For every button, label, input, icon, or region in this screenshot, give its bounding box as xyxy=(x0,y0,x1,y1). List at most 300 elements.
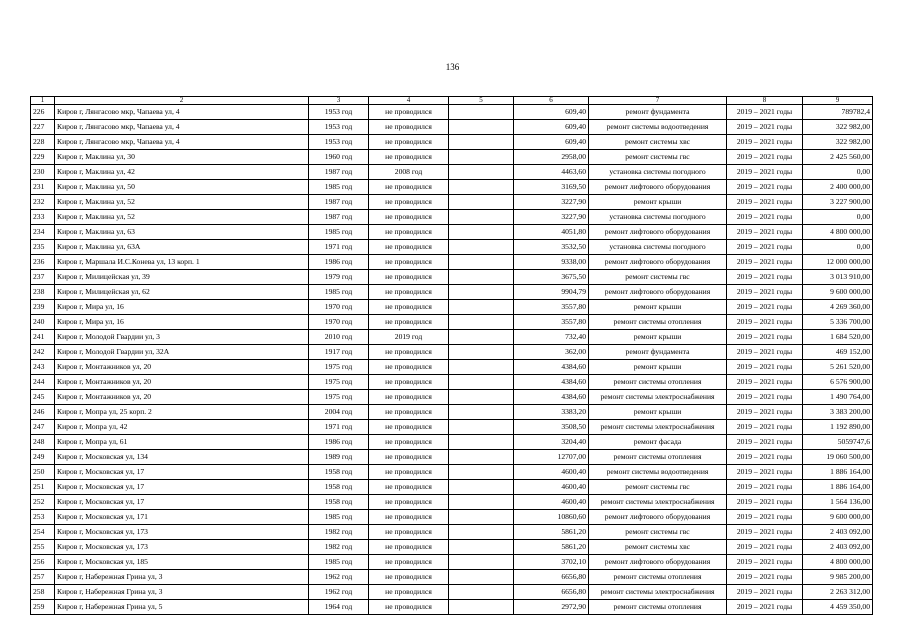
column-number-6: 6 xyxy=(514,97,589,105)
cell-cost: 2 400 000,00 xyxy=(803,180,873,195)
cell-period: 2019 – 2021 годы xyxy=(727,540,803,555)
cell-address: Киров г, Маклина ул, 30 xyxy=(55,150,309,165)
cell-period: 2019 – 2021 годы xyxy=(727,585,803,600)
cell-period: 2019 – 2021 годы xyxy=(727,570,803,585)
cell-row-number: 236 xyxy=(31,255,55,270)
cell-build-year: 1970 год xyxy=(309,300,369,315)
cell-last-repair-year: не проводился xyxy=(369,405,449,420)
cell-row-number: 228 xyxy=(31,135,55,150)
cell-address: Киров г, Маклина ул, 63 xyxy=(55,225,309,240)
cell-build-year: 1964 год xyxy=(309,600,369,615)
cell-area: 4384,60 xyxy=(514,375,589,390)
cell-build-year: 1958 год xyxy=(309,480,369,495)
column-number-7: 7 xyxy=(589,97,727,105)
cell-area: 4600,40 xyxy=(514,495,589,510)
cell-cost: 469 152,00 xyxy=(803,345,873,360)
table-row xyxy=(31,315,873,330)
cell-col-5 xyxy=(449,345,514,360)
cell-row-number: 227 xyxy=(31,120,55,135)
cell-col-5 xyxy=(449,240,514,255)
cell-work-type: ремонт системы электроснабжения xyxy=(589,420,727,435)
cell-last-repair-year: не проводился xyxy=(369,465,449,480)
table-row xyxy=(31,555,873,570)
cell-last-repair-year: не проводился xyxy=(369,585,449,600)
cell-build-year: 1975 год xyxy=(309,375,369,390)
column-number-1: 1 xyxy=(31,97,55,105)
cell-row-number: 229 xyxy=(31,150,55,165)
cell-col-5 xyxy=(449,285,514,300)
cell-cost: 4 800 000,00 xyxy=(803,555,873,570)
cell-row-number: 232 xyxy=(31,195,55,210)
cell-build-year: 1985 год xyxy=(309,180,369,195)
cell-build-year: 1958 год xyxy=(309,465,369,480)
cell-address: Киров г, Московская ул, 17 xyxy=(55,480,309,495)
cell-cost: 9 985 200,00 xyxy=(803,570,873,585)
cell-cost: 2 425 560,00 xyxy=(803,150,873,165)
cell-cost: 0,00 xyxy=(803,165,873,180)
cell-period: 2019 – 2021 годы xyxy=(727,465,803,480)
table-row xyxy=(31,585,873,600)
cell-period: 2019 – 2021 годы xyxy=(727,180,803,195)
cell-work-type: ремонт крыши xyxy=(589,330,727,345)
cell-address: Киров г, Набережная Грина ул, 3 xyxy=(55,585,309,600)
cell-address: Киров г, Мопра ул, 25 корп. 2 xyxy=(55,405,309,420)
cell-address: Киров г, Московская ул, 173 xyxy=(55,540,309,555)
cell-last-repair-year: не проводился xyxy=(369,135,449,150)
cell-build-year: 1979 год xyxy=(309,270,369,285)
cell-last-repair-year: не проводился xyxy=(369,315,449,330)
cell-row-number: 258 xyxy=(31,585,55,600)
cell-build-year: 1985 год xyxy=(309,285,369,300)
cell-area: 12707,00 xyxy=(514,450,589,465)
cell-cost: 6 576 900,00 xyxy=(803,375,873,390)
table-row xyxy=(31,105,873,120)
cell-row-number: 241 xyxy=(31,330,55,345)
table-row xyxy=(31,225,873,240)
cell-build-year: 1986 год xyxy=(309,255,369,270)
cell-last-repair-year: не проводился xyxy=(369,420,449,435)
cell-area: 5861,20 xyxy=(514,525,589,540)
cell-address: Киров г, Московская ул, 185 xyxy=(55,555,309,570)
cell-period: 2019 – 2021 годы xyxy=(727,150,803,165)
cell-work-type: установка системы погодного xyxy=(589,240,727,255)
cell-col-5 xyxy=(449,225,514,240)
cell-col-5 xyxy=(449,195,514,210)
cell-area: 732,40 xyxy=(514,330,589,345)
cell-col-5 xyxy=(449,270,514,285)
cell-build-year: 1975 год xyxy=(309,360,369,375)
cell-work-type: ремонт системы электроснабжения xyxy=(589,585,727,600)
cell-period: 2019 – 2021 годы xyxy=(727,345,803,360)
table-row xyxy=(31,480,873,495)
cell-col-5 xyxy=(449,150,514,165)
table-row xyxy=(31,435,873,450)
cell-address: Киров г, Маршала И.С.Конева ул, 13 корп. 1 xyxy=(55,255,309,270)
cell-work-type: ремонт системы гвс xyxy=(589,270,727,285)
cell-build-year: 1953 год xyxy=(309,120,369,135)
cell-cost: 3 383 200,00 xyxy=(803,405,873,420)
cell-row-number: 234 xyxy=(31,225,55,240)
cell-row-number: 230 xyxy=(31,165,55,180)
cell-work-type: ремонт системы отопления xyxy=(589,450,727,465)
cell-last-repair-year: не проводился xyxy=(369,255,449,270)
table-row xyxy=(31,525,873,540)
cell-row-number: 233 xyxy=(31,210,55,225)
cell-row-number: 250 xyxy=(31,465,55,480)
cell-row-number: 238 xyxy=(31,285,55,300)
table-row xyxy=(31,345,873,360)
cell-build-year: 2004 год xyxy=(309,405,369,420)
cell-build-year: 1987 год xyxy=(309,195,369,210)
cell-work-type: ремонт системы водоотведения xyxy=(589,465,727,480)
cell-period: 2019 – 2021 годы xyxy=(727,105,803,120)
cell-address: Киров г, Маклина ул, 50 xyxy=(55,180,309,195)
cell-cost: 2 403 092,00 xyxy=(803,525,873,540)
cell-cost: 0,00 xyxy=(803,240,873,255)
cell-area: 4600,40 xyxy=(514,465,589,480)
cell-build-year: 1985 год xyxy=(309,555,369,570)
cell-build-year: 1917 год xyxy=(309,345,369,360)
cell-last-repair-year: не проводился xyxy=(369,210,449,225)
table-row xyxy=(31,180,873,195)
cell-work-type: ремонт системы электроснабжения xyxy=(589,390,727,405)
cell-build-year: 1987 год xyxy=(309,165,369,180)
table-row xyxy=(31,570,873,585)
cell-row-number: 235 xyxy=(31,240,55,255)
cell-work-type: установка системы погодного xyxy=(589,210,727,225)
cell-address: Киров г, Московская ул, 134 xyxy=(55,450,309,465)
cell-last-repair-year: не проводился xyxy=(369,525,449,540)
cell-area: 3508,50 xyxy=(514,420,589,435)
cell-work-type: ремонт лифтового оборудования xyxy=(589,555,727,570)
cell-cost: 5 261 520,00 xyxy=(803,360,873,375)
cell-last-repair-year: не проводился xyxy=(369,375,449,390)
cell-address: Киров г, Московская ул, 17 xyxy=(55,495,309,510)
cell-cost: 5 336 700,00 xyxy=(803,315,873,330)
cell-cost: 1 192 890,00 xyxy=(803,420,873,435)
cell-area: 5861,20 xyxy=(514,540,589,555)
cell-last-repair-year: не проводился xyxy=(369,285,449,300)
cell-col-5 xyxy=(449,405,514,420)
cell-build-year: 1975 год xyxy=(309,390,369,405)
cell-row-number: 257 xyxy=(31,570,55,585)
cell-period: 2019 – 2021 годы xyxy=(727,405,803,420)
cell-work-type: ремонт системы гвс xyxy=(589,480,727,495)
cell-cost: 322 982,00 xyxy=(803,135,873,150)
cell-build-year: 2010 год xyxy=(309,330,369,345)
cell-col-5 xyxy=(449,435,514,450)
cell-cost: 1 886 164,00 xyxy=(803,480,873,495)
cell-work-type: ремонт системы хвс xyxy=(589,540,727,555)
cell-last-repair-year: не проводился xyxy=(369,555,449,570)
cell-cost: 789782,4 xyxy=(803,105,873,120)
cell-row-number: 255 xyxy=(31,540,55,555)
cell-col-5 xyxy=(449,495,514,510)
cell-last-repair-year: не проводился xyxy=(369,345,449,360)
cell-work-type: ремонт лифтового оборудования xyxy=(589,255,727,270)
table-row xyxy=(31,465,873,480)
cell-area: 609,40 xyxy=(514,120,589,135)
cell-row-number: 226 xyxy=(31,105,55,120)
cell-cost: 1 886 164,00 xyxy=(803,465,873,480)
cell-period: 2019 – 2021 годы xyxy=(727,120,803,135)
cell-area: 609,40 xyxy=(514,105,589,120)
cell-last-repair-year: не проводился xyxy=(369,240,449,255)
cell-cost: 1 564 136,00 xyxy=(803,495,873,510)
cell-col-5 xyxy=(449,480,514,495)
cell-row-number: 245 xyxy=(31,390,55,405)
table-row xyxy=(31,165,873,180)
cell-col-5 xyxy=(449,420,514,435)
cell-area: 6656,80 xyxy=(514,570,589,585)
cell-area: 3383,20 xyxy=(514,405,589,420)
cell-last-repair-year: не проводился xyxy=(369,270,449,285)
table-row xyxy=(31,405,873,420)
cell-work-type: ремонт крыши xyxy=(589,360,727,375)
cell-area: 9338,00 xyxy=(514,255,589,270)
cell-last-repair-year: 2019 год xyxy=(369,330,449,345)
cell-cost: 9 600 000,00 xyxy=(803,510,873,525)
cell-period: 2019 – 2021 годы xyxy=(727,525,803,540)
cell-period: 2019 – 2021 годы xyxy=(727,330,803,345)
column-number-4: 4 xyxy=(369,97,449,105)
cell-area: 3532,50 xyxy=(514,240,589,255)
cell-address: Киров г, Мира ул, 16 xyxy=(55,300,309,315)
cell-address: Киров г, Молодой Гвардии ул, 32А xyxy=(55,345,309,360)
table-row xyxy=(31,270,873,285)
table-row xyxy=(31,135,873,150)
cell-row-number: 256 xyxy=(31,555,55,570)
cell-col-5 xyxy=(449,555,514,570)
cell-col-5 xyxy=(449,465,514,480)
cell-period: 2019 – 2021 годы xyxy=(727,255,803,270)
table-row xyxy=(31,300,873,315)
cell-col-5 xyxy=(449,585,514,600)
cell-address: Киров г, Лянгасово мкр, Чапаева ул, 4 xyxy=(55,135,309,150)
cell-row-number: 231 xyxy=(31,180,55,195)
cell-last-repair-year: не проводился xyxy=(369,510,449,525)
cell-row-number: 252 xyxy=(31,495,55,510)
cell-work-type: ремонт системы отопления xyxy=(589,315,727,330)
cell-address: Киров г, Монтажников ул, 20 xyxy=(55,360,309,375)
column-numbers-row xyxy=(31,97,873,105)
cell-build-year: 1960 год xyxy=(309,150,369,165)
cell-area: 3557,80 xyxy=(514,300,589,315)
cell-build-year: 1953 год xyxy=(309,135,369,150)
cell-period: 2019 – 2021 годы xyxy=(727,300,803,315)
cell-period: 2019 – 2021 годы xyxy=(727,420,803,435)
cell-address: Киров г, Монтажников ул, 20 xyxy=(55,375,309,390)
cell-last-repair-year: не проводился xyxy=(369,150,449,165)
cell-address: Киров г, Милицейская ул, 39 xyxy=(55,270,309,285)
column-number-3: 3 xyxy=(309,97,369,105)
cell-col-5 xyxy=(449,300,514,315)
cell-col-5 xyxy=(449,450,514,465)
cell-work-type: ремонт системы водоотведения xyxy=(589,120,727,135)
table-row xyxy=(31,360,873,375)
cell-work-type: ремонт лифтового оборудования xyxy=(589,285,727,300)
cell-row-number: 240 xyxy=(31,315,55,330)
cell-work-type: ремонт системы гвс xyxy=(589,525,727,540)
cell-row-number: 246 xyxy=(31,405,55,420)
table-row xyxy=(31,600,873,615)
cell-col-5 xyxy=(449,120,514,135)
column-number-9: 9 xyxy=(803,97,873,105)
cell-address: Киров г, Московская ул, 17 xyxy=(55,465,309,480)
cell-build-year: 1985 год xyxy=(309,510,369,525)
cell-build-year: 1962 год xyxy=(309,585,369,600)
cell-cost: 9 600 000,00 xyxy=(803,285,873,300)
cell-cost: 0,00 xyxy=(803,210,873,225)
cell-address: Киров г, Молодой Гвардии ул, 3 xyxy=(55,330,309,345)
cell-work-type: ремонт крыши xyxy=(589,405,727,420)
cell-period: 2019 – 2021 годы xyxy=(727,600,803,615)
cell-col-5 xyxy=(449,255,514,270)
cell-build-year: 1970 год xyxy=(309,315,369,330)
cell-col-5 xyxy=(449,375,514,390)
cell-build-year: 1971 год xyxy=(309,240,369,255)
cell-area: 2972,90 xyxy=(514,600,589,615)
cell-work-type: ремонт лифтового оборудования xyxy=(589,180,727,195)
cell-address: Киров г, Московская ул, 173 xyxy=(55,525,309,540)
cell-address: Киров г, Мопра ул, 42 xyxy=(55,420,309,435)
cell-build-year: 1982 год xyxy=(309,525,369,540)
cell-work-type: ремонт крыши xyxy=(589,195,727,210)
cell-last-repair-year: 2008 год xyxy=(369,165,449,180)
cell-col-5 xyxy=(449,315,514,330)
cell-work-type: ремонт лифтового оборудования xyxy=(589,510,727,525)
cell-period: 2019 – 2021 годы xyxy=(727,225,803,240)
cell-area: 3169,50 xyxy=(514,180,589,195)
cell-row-number: 248 xyxy=(31,435,55,450)
cell-address: Киров г, Маклина ул, 52 xyxy=(55,195,309,210)
table-row xyxy=(31,510,873,525)
cell-area: 362,00 xyxy=(514,345,589,360)
cell-last-repair-year: не проводился xyxy=(369,390,449,405)
cell-area: 3204,40 xyxy=(514,435,589,450)
cell-period: 2019 – 2021 годы xyxy=(727,240,803,255)
cell-work-type: ремонт системы электроснабжения xyxy=(589,495,727,510)
cell-work-type: ремонт системы отопления xyxy=(589,570,727,585)
cell-col-5 xyxy=(449,135,514,150)
cell-address: Киров г, Лянгасово мкр, Чапаева ул, 4 xyxy=(55,105,309,120)
cell-last-repair-year: не проводился xyxy=(369,600,449,615)
cell-period: 2019 – 2021 годы xyxy=(727,285,803,300)
cell-cost: 1 490 764,00 xyxy=(803,390,873,405)
cell-address: Киров г, Набережная Грина ул, 3 xyxy=(55,570,309,585)
cell-area: 9904,79 xyxy=(514,285,589,300)
cell-col-5 xyxy=(449,330,514,345)
cell-last-repair-year: не проводился xyxy=(369,225,449,240)
cell-area: 4384,60 xyxy=(514,360,589,375)
cell-build-year: 1985 год xyxy=(309,225,369,240)
table-row xyxy=(31,375,873,390)
cell-period: 2019 – 2021 годы xyxy=(727,555,803,570)
cell-address: Киров г, Маклина ул, 52 xyxy=(55,210,309,225)
cell-area: 2958,00 xyxy=(514,150,589,165)
cell-row-number: 253 xyxy=(31,510,55,525)
page-number: 136 xyxy=(445,62,460,72)
cell-last-repair-year: не проводился xyxy=(369,570,449,585)
cell-period: 2019 – 2021 годы xyxy=(727,450,803,465)
cell-work-type: ремонт системы отопления xyxy=(589,375,727,390)
cell-build-year: 1982 год xyxy=(309,540,369,555)
cell-cost: 2 403 092,00 xyxy=(803,540,873,555)
cell-period: 2019 – 2021 годы xyxy=(727,375,803,390)
table-row xyxy=(31,420,873,435)
cell-build-year: 1958 год xyxy=(309,495,369,510)
cell-col-5 xyxy=(449,105,514,120)
cell-last-repair-year: не проводился xyxy=(369,180,449,195)
cell-col-5 xyxy=(449,360,514,375)
cell-row-number: 242 xyxy=(31,345,55,360)
table-body xyxy=(31,97,873,615)
cell-area: 4600,40 xyxy=(514,480,589,495)
cell-address: Киров г, Милицейская ул, 62 xyxy=(55,285,309,300)
cell-col-5 xyxy=(449,180,514,195)
cell-cost: 1 684 520,00 xyxy=(803,330,873,345)
table-row xyxy=(31,540,873,555)
cell-row-number: 254 xyxy=(31,525,55,540)
table-row xyxy=(31,150,873,165)
cell-work-type: ремонт лифтового оборудования xyxy=(589,225,727,240)
cell-row-number: 251 xyxy=(31,480,55,495)
cell-period: 2019 – 2021 годы xyxy=(727,270,803,285)
cell-row-number: 244 xyxy=(31,375,55,390)
cell-cost: 322 982,00 xyxy=(803,120,873,135)
cell-area: 4384,60 xyxy=(514,390,589,405)
cell-cost: 5059747,6 xyxy=(803,435,873,450)
cell-build-year: 1953 год xyxy=(309,105,369,120)
cell-work-type: ремонт системы отопления xyxy=(589,600,727,615)
cell-work-type: ремонт крыши xyxy=(589,300,727,315)
cell-period: 2019 – 2021 годы xyxy=(727,495,803,510)
cell-col-5 xyxy=(449,510,514,525)
cell-period: 2019 – 2021 годы xyxy=(727,360,803,375)
cell-row-number: 243 xyxy=(31,360,55,375)
table-row xyxy=(31,285,873,300)
cell-row-number: 259 xyxy=(31,600,55,615)
cell-work-type: ремонт системы гвс xyxy=(589,150,727,165)
cell-last-repair-year: не проводился xyxy=(369,360,449,375)
cell-area: 4051,80 xyxy=(514,225,589,240)
cell-row-number: 247 xyxy=(31,420,55,435)
cell-work-type: установка системы погодного xyxy=(589,165,727,180)
cell-address: Киров г, Лянгасово мкр, Чапаева ул, 4 xyxy=(55,120,309,135)
cell-period: 2019 – 2021 годы xyxy=(727,210,803,225)
cell-build-year: 1987 год xyxy=(309,210,369,225)
cell-area: 3675,50 xyxy=(514,270,589,285)
table-row xyxy=(31,330,873,345)
cell-address: Киров г, Мопра ул, 61 xyxy=(55,435,309,450)
cell-period: 2019 – 2021 годы xyxy=(727,435,803,450)
table-row xyxy=(31,255,873,270)
cell-period: 2019 – 2021 годы xyxy=(727,135,803,150)
column-number-5: 5 xyxy=(449,97,514,105)
cell-cost: 2 263 312,00 xyxy=(803,585,873,600)
cell-last-repair-year: не проводился xyxy=(369,300,449,315)
column-number-8: 8 xyxy=(727,97,803,105)
cell-area: 4463,60 xyxy=(514,165,589,180)
cell-col-5 xyxy=(449,570,514,585)
cell-address: Киров г, Монтажников ул, 20 xyxy=(55,390,309,405)
cell-area: 609,40 xyxy=(514,135,589,150)
cell-cost: 3 227 900,00 xyxy=(803,195,873,210)
cell-period: 2019 – 2021 годы xyxy=(727,480,803,495)
cell-col-5 xyxy=(449,165,514,180)
cell-col-5 xyxy=(449,540,514,555)
cell-last-repair-year: не проводился xyxy=(369,495,449,510)
